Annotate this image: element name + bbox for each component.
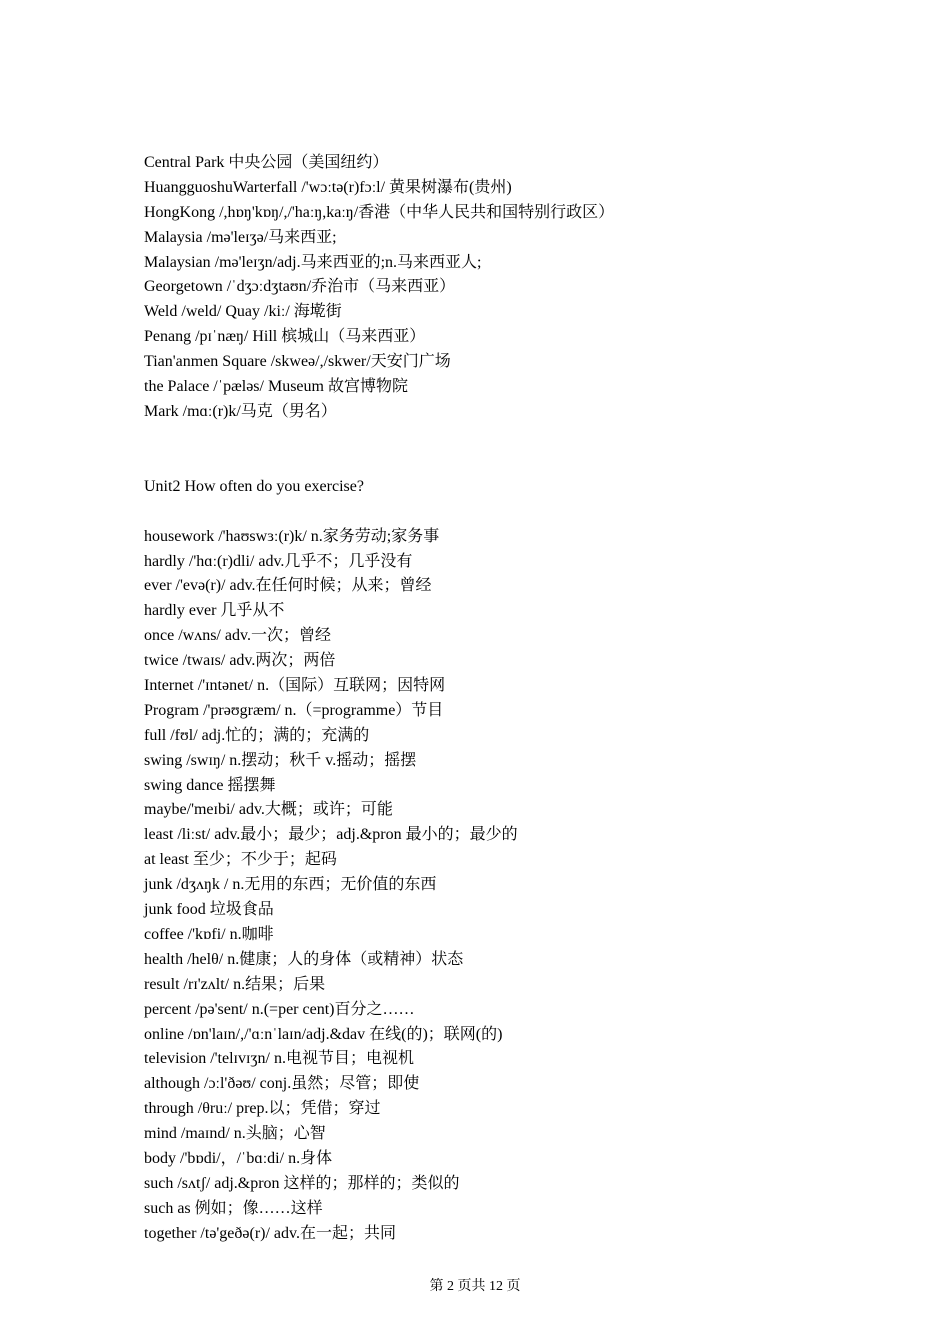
vocabulary-entry: such /sʌtʃ/ adj.&pron 这样的；那样的；类似的: [144, 1174, 460, 1192]
vocabulary-entry: Malaysian /mə'leɪʒn/adj.马来西亚的;n.马来西亚人;: [144, 253, 482, 271]
unit-heading: Unit2 How often do you exercise?: [144, 477, 364, 495]
vocabulary-entry: once /wʌns/ adv.一次；曾经: [144, 627, 331, 645]
vocabulary-entry: such as 例如；像……这样: [144, 1199, 323, 1217]
vocabulary-list-places: [144, 151, 844, 425]
vocabulary-entry: housework /'haʊswɜː(r)k/ n.家务劳动;家务事: [144, 527, 440, 545]
vocabulary-entry: online /ɒn'laɪn/,/'ɑːnˈlaɪn/adj.&dav 在线(的)；联网(的): [144, 1025, 503, 1043]
vocabulary-entry: Internet /'ɪntənet/ n.（国际）互联网；因特网: [144, 677, 446, 695]
spacer: [144, 500, 844, 525]
vocabulary-entry: junk food 垃圾食品: [144, 901, 274, 919]
vocabulary-entry: television /'telɪvɪʒn/ n.电视节目；电视机: [144, 1050, 414, 1068]
vocabulary-entry: swing dance 摇摆舞: [144, 776, 276, 794]
vocabulary-entry: result /rɪ'zʌlt/ n.结果；后果: [144, 975, 326, 993]
vocabulary-entry: junk /dʒʌŋk / n.无用的东西；无价值的东西: [144, 876, 437, 894]
vocabulary-entry: Mark /mɑː(r)k/马克（男名）: [144, 402, 337, 420]
page-footer: 第 2 页共 12 页: [429, 1279, 521, 1294]
vocabulary-entry: the Palace /ˈpæləs/ Museum 故宫博物院: [144, 378, 408, 396]
vocabulary-entry: HongKong /,hɒŋ'kɒŋ/,/'haːŋ,kaːŋ/香港（中华人民共和国特别行政区）: [144, 203, 615, 221]
vocabulary-entry: health /helθ/ n.健康；人的身体（或精神）状态: [144, 950, 464, 968]
vocabulary-entry: maybe/'meɪbi/ adv.大概；或许；可能: [144, 801, 393, 819]
vocabulary-entry: hardly /'hɑː(r)dli/ adv.几乎不；几乎没有: [144, 552, 413, 570]
vocabulary-entry: hardly ever 几乎从不: [144, 602, 285, 620]
vocabulary-entry: Weld /weld/ Quay /kiː/ 海墘街: [144, 303, 342, 321]
vocabulary-entry: body /'bɒdi/，/ˈbɑːdi/ n.身体: [144, 1149, 333, 1167]
vocabulary-entry: least /liːst/ adv.最小；最少；adj.&pron 最小的；最少的: [144, 826, 518, 844]
vocabulary-entry: full /fʊl/ adj.忙的；满的；充满的: [144, 726, 370, 744]
vocabulary-entry: swing /swɪŋ/ n.摆动；秋千 v.摇动；摇摆: [144, 751, 417, 769]
vocabulary-entry: Program /'prəʊgræm/ n.（=programme）节目: [144, 701, 444, 719]
vocabulary-entry: although /ɔːl'ðəʊ/ conj.虽然；尽管；即使: [144, 1075, 420, 1093]
vocabulary-content: [144, 151, 844, 1247]
vocabulary-entry: Georgetown /ˈdʒɔːdʒtaʊn/乔治市（马来西亚）: [144, 278, 456, 296]
vocabulary-entry: ever /'evə(r)/ adv.在任何时候；从来；曾经: [144, 577, 432, 595]
vocabulary-entry: Malaysia /mə'leɪʒə/马来西亚;: [144, 228, 337, 246]
vocabulary-entry: together /tə'geðə(r)/ adv.在一起；共同: [144, 1224, 396, 1242]
vocabulary-entry: at least 至少；不少于；起码: [144, 851, 337, 869]
vocabulary-list-unit2: [144, 525, 844, 1247]
spacer: [144, 425, 844, 475]
vocabulary-entry: Tian'anmen Square /skweə/,/skwer/天安门广场: [144, 353, 451, 371]
vocabulary-entry: Penang /pɪˈnæŋ/ Hill 槟城山（马来西亚）: [144, 328, 426, 346]
vocabulary-entry: twice /twaɪs/ adv.两次；两倍: [144, 652, 336, 670]
vocabulary-entry: through /θruː/ prep.以；凭借；穿过: [144, 1100, 381, 1118]
vocabulary-entry: mind /maɪnd/ n.头脑；心智: [144, 1125, 326, 1143]
vocabulary-entry: HuangguoshuWarterfall /'wɔːtə(r)fɔːl/ 黄果树瀑布(贵州): [144, 178, 512, 196]
vocabulary-entry: Central Park 中央公园（美国纽约）: [144, 154, 389, 171]
vocabulary-entry: percent /pə'sent/ n.(=per cent)百分之……: [144, 1000, 415, 1018]
vocabulary-entry: coffee /'kɒfi/ n.咖啡: [144, 925, 274, 943]
